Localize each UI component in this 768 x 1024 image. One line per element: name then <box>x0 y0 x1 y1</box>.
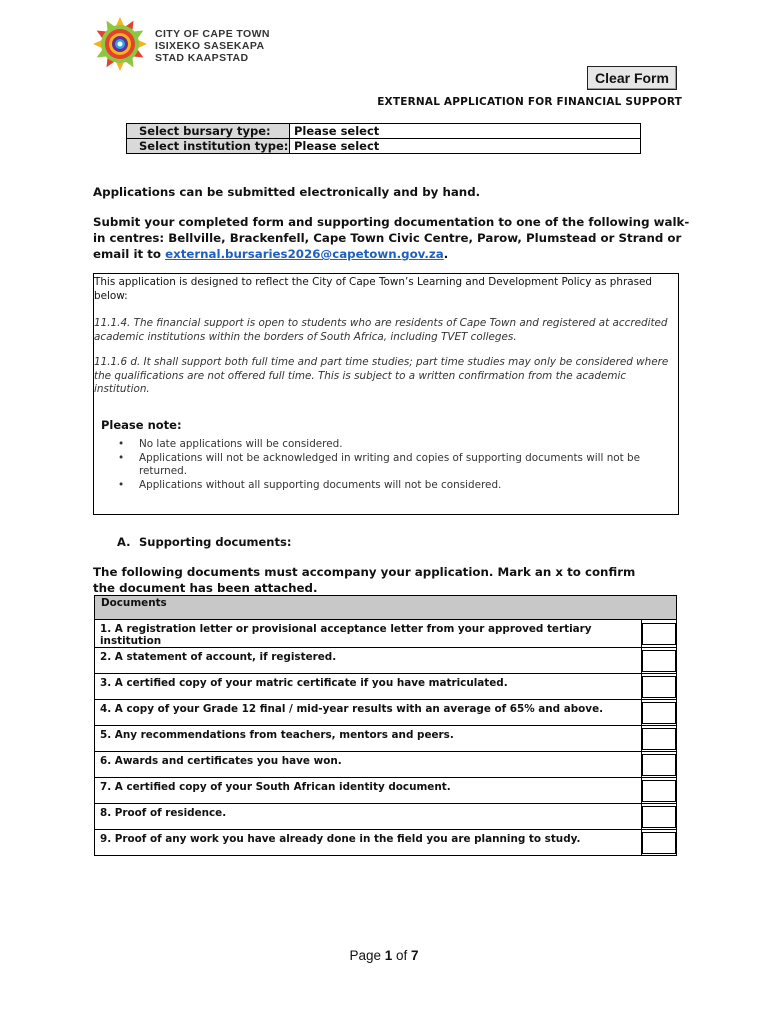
policy-box <box>93 273 679 515</box>
submission-methods: Applications can be submitted electronically and by hand. <box>93 185 481 199</box>
document-row <box>95 830 677 856</box>
org-name <box>155 28 270 64</box>
document-row <box>95 648 677 674</box>
document-label: 7. A certified copy of your South African identity document. <box>95 778 642 804</box>
document-row <box>95 620 677 648</box>
document-row <box>95 674 677 700</box>
note-item <box>118 438 669 452</box>
document-checkbox-cell <box>642 778 677 804</box>
document-checkbox-cell <box>642 648 677 674</box>
document-label: 2. A statement of account, if registered. <box>95 648 642 674</box>
submission-text: Submit your completed form and supporting documentation to one of the following walk-in centres: Bellville, Brackenfell, Cape Town Civic Centre, Parow, Plumstead or Strand or email it to <box>93 215 690 261</box>
org-line-2: ISIXEKO SASEKAPA <box>155 40 265 52</box>
documents-header-row <box>95 596 677 620</box>
document-row <box>95 726 677 752</box>
page-prefix: Page <box>349 948 385 963</box>
document-label: 6. Awards and certificates you have won. <box>95 752 642 778</box>
section-letter: A. <box>117 535 131 549</box>
page-footer <box>0 948 768 963</box>
please-note-heading: Please note: <box>101 418 182 432</box>
note-item <box>118 451 669 479</box>
section-a-heading <box>117 535 291 549</box>
form-title: EXTERNAL APPLICATION FOR FINANCIAL SUPPORT <box>377 96 682 108</box>
document-checkbox-cell <box>642 620 677 648</box>
submission-instructions <box>93 214 693 262</box>
bursary-type-select[interactable]: Please select <box>290 124 641 139</box>
document-checkbox[interactable] <box>642 676 676 698</box>
document-row <box>95 804 677 830</box>
institution-type-select[interactable]: Please select <box>290 139 641 154</box>
document-row <box>95 778 677 804</box>
policy-intro: This application is designed to reflect the City of Cape Town’s Learning and Development Policy as phrased below: <box>94 276 653 302</box>
document-label: 3. A certified copy of your matric certificate if you have matriculated. <box>95 674 642 700</box>
document-row <box>95 752 677 778</box>
note-text: No late applications will be considered. <box>139 438 343 450</box>
page-middle: of <box>392 948 412 963</box>
email-link[interactable]: external.bursaries2026@capetown.gov.za <box>165 247 444 261</box>
policy-clause-1: 11.1.4. The financial support is open to students who are residents of Cape Town and registered at accredited academic institutions within the borders of South Africa, including TVET colleges. <box>94 317 668 343</box>
document-checkbox[interactable] <box>642 650 676 672</box>
bursary-type-row <box>127 124 641 139</box>
submission-end: . <box>443 247 449 261</box>
org-line-3: STAD KAAPSTAD <box>155 52 249 64</box>
document-checkbox[interactable] <box>642 728 676 750</box>
section-title: Supporting documents: <box>139 535 292 549</box>
document-label: 1. A registration letter or provisional acceptance letter from your approved tertiary institution <box>95 620 642 648</box>
document-checkbox-cell <box>642 830 677 856</box>
documents-instruction: The following documents must accompany your application. Mark an x to confirm the document has been attached. <box>93 565 636 595</box>
institution-type-label: Select institution type: <box>127 139 290 154</box>
note-text: Applications will not be acknowledged in writing and copies of supporting documents will not be returned. <box>139 451 641 477</box>
document-label: 5. Any recommendations from teachers, mentors and peers. <box>95 726 642 752</box>
document-checkbox[interactable] <box>642 780 676 802</box>
page-total: 7 <box>411 948 419 963</box>
document-checkbox[interactable] <box>642 806 676 828</box>
institution-type-row <box>127 139 641 154</box>
policy-clause-2: 11.1.6 d. It shall support both full time and part time studies; part time studies may only be considered where the qualifications are not offered full time. This is subject to a written confirmation from the academic institution. <box>94 356 669 395</box>
bullet-icon: • <box>118 451 125 464</box>
note-text: Applications without all supporting documents will not be considered. <box>139 478 502 491</box>
org-line-1: CITY OF CAPE TOWN <box>155 28 270 40</box>
city-logo <box>92 16 148 72</box>
document-row <box>95 700 677 726</box>
document-checkbox[interactable] <box>642 702 676 724</box>
documents-table <box>94 595 677 856</box>
document-checkbox[interactable] <box>642 623 676 645</box>
bullet-icon: • <box>118 438 125 450</box>
clear-form-button[interactable]: Clear Form <box>587 66 677 90</box>
document-checkbox-cell <box>642 674 677 700</box>
document-checkbox-cell <box>642 804 677 830</box>
documents-header: Documents <box>95 596 677 620</box>
document-label: 4. A copy of your Grade 12 final / mid-year results with an average of 65% and above. <box>95 700 642 726</box>
page-current: 1 <box>384 948 393 963</box>
document-checkbox-cell <box>642 726 677 752</box>
note-item <box>118 478 669 493</box>
bursary-type-label: Select bursary type: <box>127 124 290 139</box>
document-checkbox[interactable] <box>642 832 676 854</box>
document-checkbox[interactable] <box>642 754 676 776</box>
document-label: 9. Proof of any work you have already done in the field you are planning to study. <box>95 830 642 856</box>
document-checkbox-cell <box>642 752 677 778</box>
document-label: 8. Proof of residence. <box>95 804 642 830</box>
bullet-icon: • <box>118 478 125 491</box>
notes-list <box>118 438 669 492</box>
document-checkbox-cell <box>642 700 677 726</box>
selection-table <box>126 123 641 154</box>
